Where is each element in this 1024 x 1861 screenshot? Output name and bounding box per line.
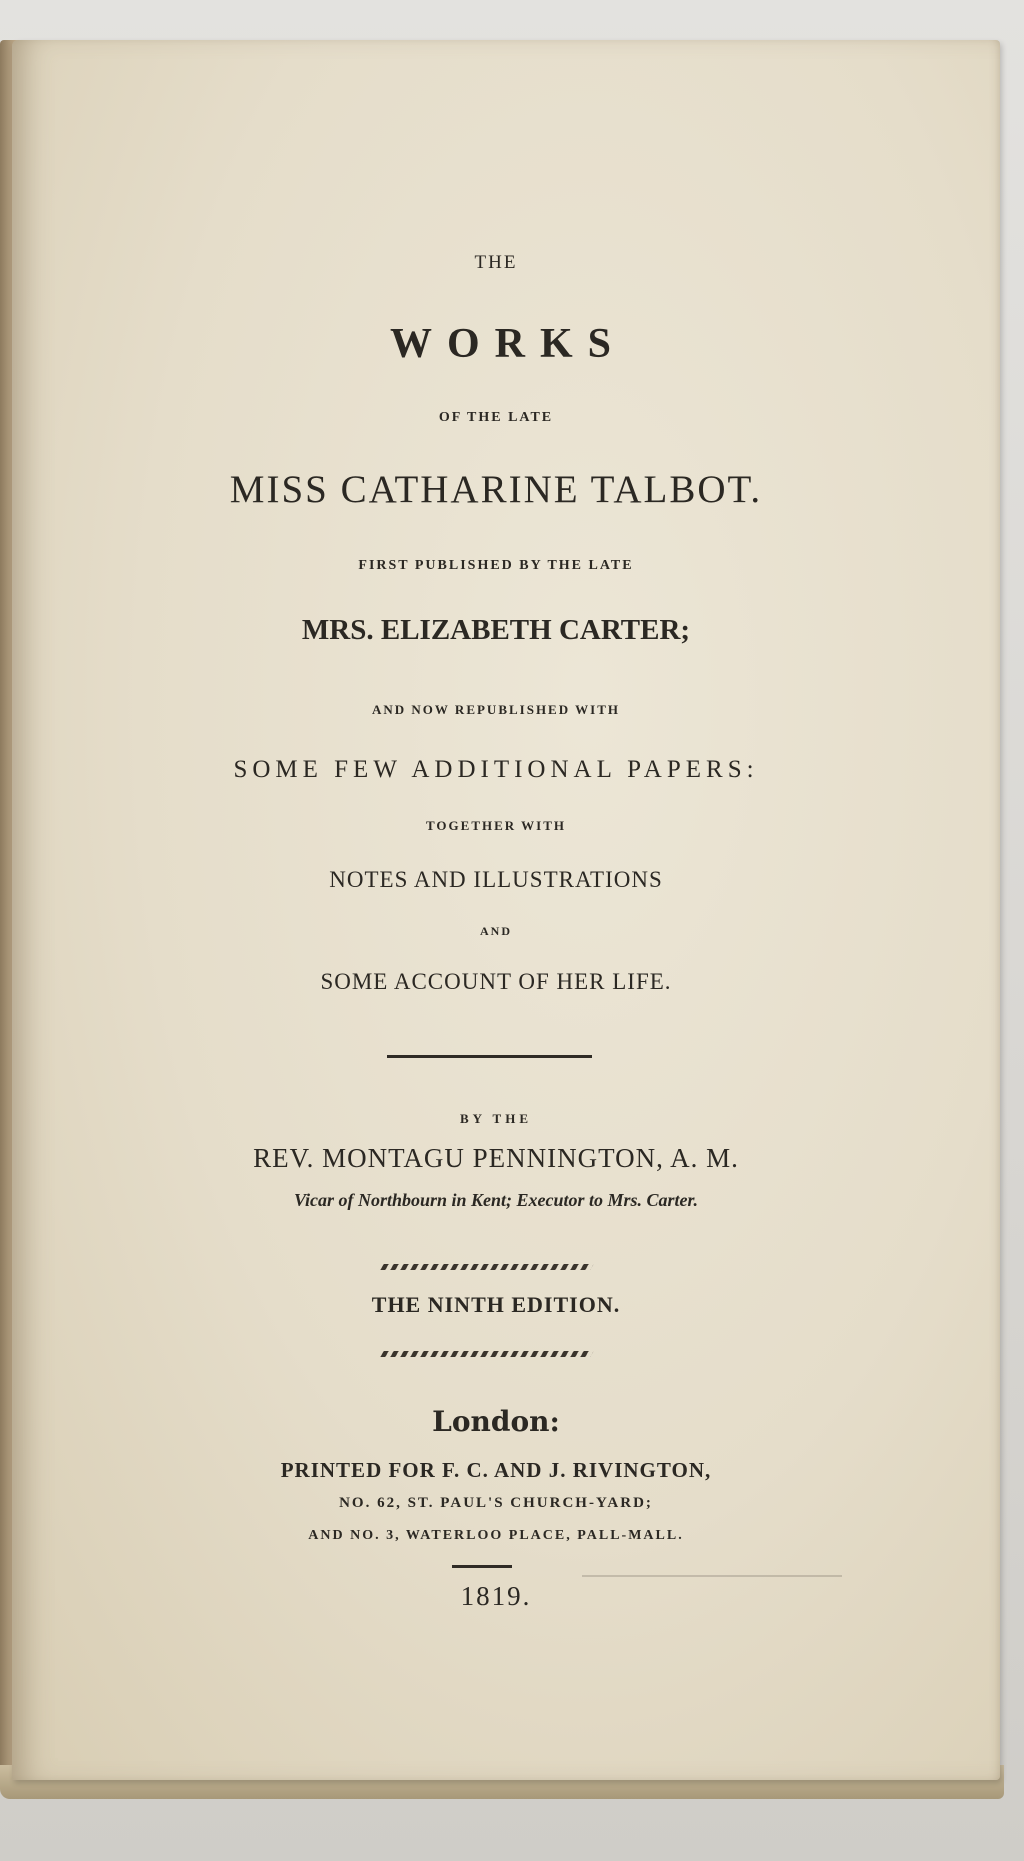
by-the-line: BY THE: [459, 1111, 533, 1126]
divider-rule: [387, 1055, 592, 1058]
first-published-line: FIRST PUBLISHED BY THE LATE: [358, 558, 634, 573]
address-line-1: NO. 62, ST. PAUL'S CHURCH-YARD;: [339, 1495, 653, 1511]
reverend-name: REV. MONTAGU PENNINGTON, A. M.: [253, 1143, 739, 1173]
title-the: THE: [474, 252, 518, 273]
short-rule: [452, 1565, 512, 1568]
author-name: MISS CATHARINE TALBOT.: [229, 468, 763, 511]
account-of-life-line: SOME ACCOUNT OF HER LIFE.: [320, 969, 672, 994]
printer-line: PRINTED FOR F. C. AND J. RIVINGTON,: [280, 1458, 712, 1482]
together-with-line: TOGETHER WITH: [425, 818, 567, 833]
notes-illustrations-line: NOTES AND ILLUSTRATIONS: [329, 867, 663, 892]
and-line: AND: [480, 924, 512, 938]
edition-line: THE NINTH EDITION.: [371, 1292, 621, 1317]
ornamental-rule-top: [380, 1264, 593, 1270]
address-line-2: AND NO. 3, WATERLOO PLACE, PALL-MALL.: [308, 1528, 684, 1543]
republished-line: AND NOW REPUBLISHED WITH: [372, 702, 620, 717]
additional-papers-line: SOME FEW ADDITIONAL PAPERS:: [233, 756, 759, 783]
reverse-page-showthrough: [582, 1557, 852, 1612]
showthrough-rule: [582, 1575, 842, 1577]
editor-name: MRS. ELIZABETH CARTER;: [301, 614, 691, 646]
vicar-description: Vicar of Northbourn in Kent; Executor to Mrs. Carter.: [293, 1190, 699, 1210]
publication-year: 1819.: [460, 1581, 532, 1611]
title-of-the-late: OF THE LATE: [438, 410, 554, 425]
title-works: WORKS: [389, 321, 627, 367]
imprint-city: London:: [432, 1405, 560, 1438]
ornamental-rule-bottom: [380, 1351, 593, 1357]
title-page: [12, 40, 1000, 1780]
